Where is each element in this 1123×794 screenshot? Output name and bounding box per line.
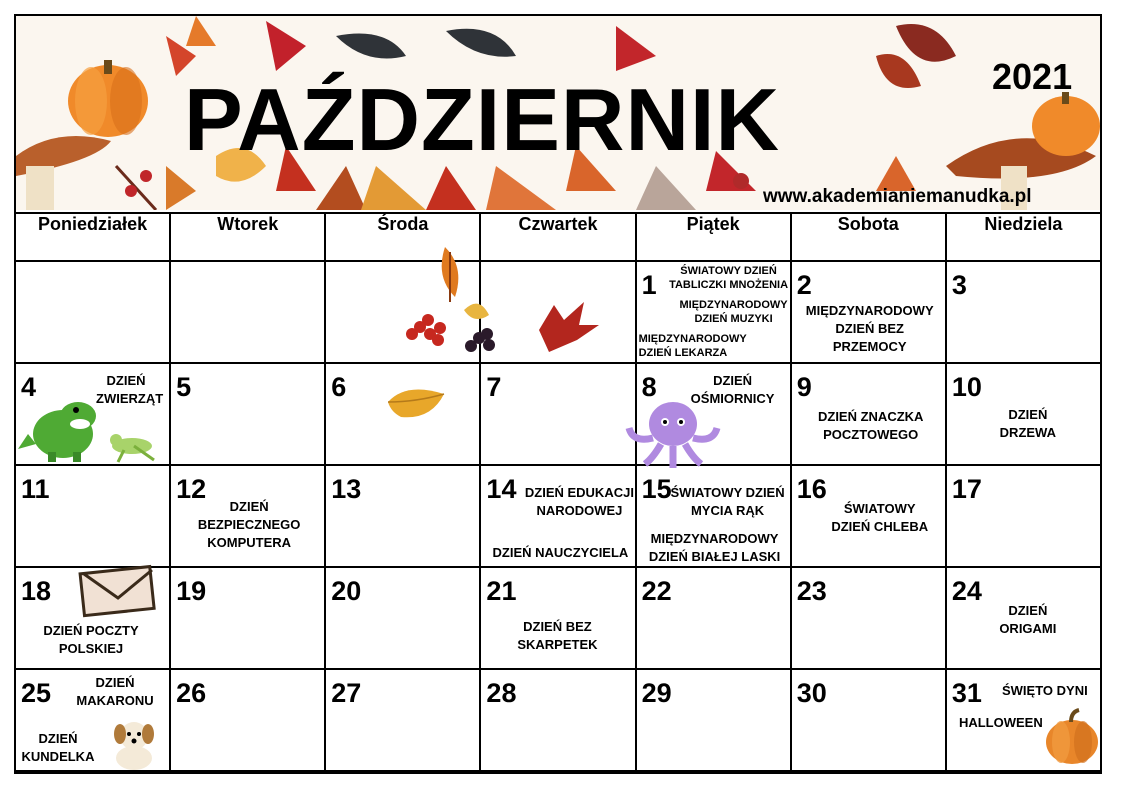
day-cell	[791, 669, 946, 771]
day-cell	[480, 669, 635, 771]
day-cell	[636, 465, 791, 567]
event-label: DZIEŃ DRZEWA	[999, 407, 1057, 440]
month-title: PAŹDZIERNIK	[184, 70, 781, 169]
day-number: 16	[796, 474, 827, 504]
day-cell	[325, 669, 480, 771]
event-label: HALLOWEEN	[958, 715, 1043, 730]
weekday-header-row	[15, 213, 1101, 261]
day-number: 22	[641, 576, 672, 606]
weekday-header: Poniedziałek	[15, 213, 170, 261]
event-label: ŚWIATOWY DZIEŃ MYCIA RĄK	[670, 485, 785, 518]
day-cell	[325, 567, 480, 669]
day-cell	[636, 363, 791, 465]
event-label: DZIEŃ ORIGAMI	[999, 603, 1057, 636]
day-cell	[791, 567, 946, 669]
day-number: 1	[641, 270, 657, 300]
day-number: 26	[176, 678, 207, 708]
envelope-icon	[78, 562, 158, 618]
day-cell	[636, 261, 791, 363]
day-number: 2	[796, 270, 812, 300]
day-number: 6	[331, 372, 347, 402]
day-cell	[946, 363, 1101, 465]
day-number: 25	[21, 678, 52, 708]
day-number: 30	[796, 678, 827, 708]
event-label: DZIEŃ EDUKACJI NARODOWEJ	[524, 485, 634, 518]
event-label: DZIEŃ BEZPIECZNEGO KOMPUTERA	[197, 499, 301, 550]
event-label: DZIEŃ POCZTY POLSKIEJ	[43, 623, 139, 656]
day-number: 12	[176, 474, 207, 504]
event-label: MIĘDZYNARODOWY DZIEŃ BIAŁEJ LASKI	[648, 531, 781, 564]
week-row	[15, 567, 1101, 669]
pumpkin-icon	[1043, 708, 1101, 766]
day-number: 27	[331, 678, 362, 708]
day-cell	[15, 669, 170, 771]
day-number: 11	[21, 474, 50, 504]
day-number: 3	[951, 270, 967, 300]
day-number: 20	[331, 576, 362, 606]
day-cell-empty	[170, 261, 325, 363]
day-number: 8	[641, 372, 657, 402]
event-label: DZIEŃ OŚMIORNICY	[690, 373, 775, 406]
day-cell	[946, 261, 1101, 363]
weekday-header: Niedziela	[946, 213, 1101, 261]
day-number: 18	[21, 576, 52, 606]
event-label: DZIEŃ ZNACZKA POCZTOWEGO	[817, 409, 924, 442]
weekday-header: Czwartek	[480, 213, 635, 261]
day-cell-empty	[15, 261, 170, 363]
day-cell	[170, 669, 325, 771]
day-cell	[15, 567, 170, 669]
puppy-icon	[106, 714, 162, 772]
week-row	[15, 261, 1101, 363]
event-label: DZIEŃ ZWIERZĄT	[96, 373, 164, 406]
day-cell	[15, 363, 170, 465]
day-cell	[636, 669, 791, 771]
day-cell	[170, 567, 325, 669]
weekday-header: Piątek	[636, 213, 791, 261]
day-cell	[946, 669, 1101, 771]
week-row	[15, 363, 1101, 465]
day-number: 31	[951, 678, 982, 708]
day-cell	[170, 465, 325, 567]
event-label: MIĘDZYNARODOWY DZIEŃ BEZ PRZEMOCY	[805, 303, 934, 354]
day-number: 21	[486, 576, 517, 606]
event-label: DZIEŃ MAKARONU	[76, 675, 154, 708]
day-cell	[170, 363, 325, 465]
day-number: 14	[486, 474, 517, 504]
octopus-icon	[623, 398, 723, 472]
autumn-leaf-icon	[386, 382, 448, 422]
weekday-header: Sobota	[791, 213, 946, 261]
day-cell	[791, 465, 946, 567]
day-cell	[946, 465, 1101, 567]
day-number: 23	[796, 576, 827, 606]
day-cell	[791, 363, 946, 465]
maple-leaf-icon	[459, 290, 609, 360]
event-label: ŚWIĘTO DYNI	[1001, 683, 1088, 698]
event-label: DZIEŃ KUNDELKA	[21, 731, 95, 764]
event-label: ŚWIATOWY DZIEŃ TABLICZKI MNOŻENIA	[669, 265, 789, 291]
day-number: 29	[641, 678, 672, 708]
event-label: MIĘDZYNARODOWY DZIEŃ MUZYKI	[679, 299, 788, 325]
day-number: 7	[486, 372, 502, 402]
day-cell	[15, 465, 170, 567]
weekday-header: Środa	[325, 213, 480, 261]
day-number: 10	[951, 372, 982, 402]
day-number: 13	[331, 474, 362, 504]
day-number: 19	[176, 576, 207, 606]
event-label: MIĘDZYNARODOWY DZIEŃ LEKARZA	[638, 333, 747, 359]
event-label: ŚWIATOWY DZIEŃ CHLEBA	[831, 501, 929, 534]
day-number: 24	[951, 576, 982, 606]
day-cell	[791, 261, 946, 363]
day-cell	[480, 363, 635, 465]
year-label: 2021	[992, 56, 1073, 97]
day-cell	[325, 465, 480, 567]
day-cell-empty	[480, 261, 635, 363]
week-row	[15, 465, 1101, 567]
day-cell	[946, 567, 1101, 669]
grasshopper-icon	[104, 424, 164, 464]
day-number: 9	[796, 372, 812, 402]
website-link[interactable]: www.akademianiemanudka.pl	[763, 186, 1032, 207]
day-cell	[480, 567, 635, 669]
event-label: DZIEŃ BEZ SKARPETEK	[517, 619, 598, 652]
weekday-header: Wtorek	[170, 213, 325, 261]
day-number: 5	[176, 372, 192, 402]
event-label: DZIEŃ NAUCZYCIELA	[492, 545, 629, 560]
week-row	[15, 669, 1101, 771]
day-cell	[325, 363, 480, 465]
day-number: 28	[486, 678, 517, 708]
day-number: 15	[641, 474, 672, 504]
day-cell-empty	[325, 261, 480, 363]
calendar-grid	[14, 212, 1102, 772]
day-number: 4	[21, 372, 37, 402]
day-cell	[480, 465, 635, 567]
day-number: 17	[951, 474, 982, 504]
day-cell	[636, 567, 791, 669]
